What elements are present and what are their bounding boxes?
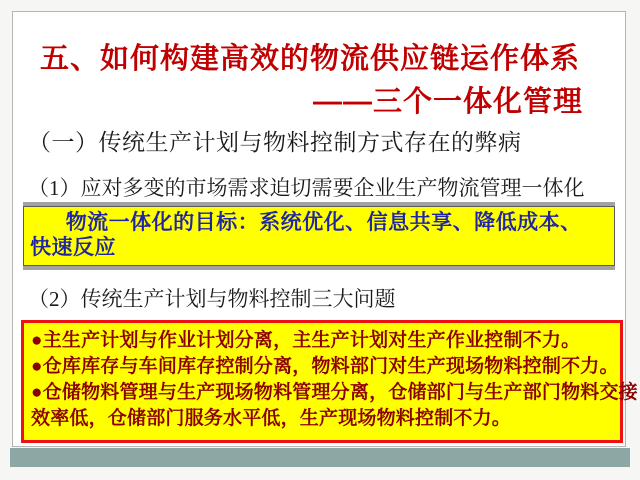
slide-canvas bbox=[12, 11, 638, 447]
point-1-text: （1）应对多变的市场需求迫切需要企业生产物流管理一体化 bbox=[28, 176, 585, 200]
logistics-goal-highlight-box bbox=[23, 206, 615, 266]
slide-title: 五、如何构建高效的物流供应链运作体系 bbox=[40, 43, 581, 75]
bottom-sage-band bbox=[10, 448, 630, 467]
three-problems-box bbox=[21, 320, 638, 443]
problem-bullet-1: ●主生产计划与作业计划分离，主生产计划对生产作业控制不力。 bbox=[31, 330, 581, 351]
problem-bullet-2: ●仓库库存与车间库存控制分离，物料部门对生产现场物料控制不力。 bbox=[31, 356, 619, 377]
problem-bullet-3-continued: 效率低，仓储部门服务水平低，生产现场物料控制不力。 bbox=[31, 408, 512, 429]
goal-box-line-1: 物流一体化的目标：系统优化、信息共享、降低成本、 bbox=[65, 210, 582, 234]
slide-subtitle: ——三个一体化管理 bbox=[312, 86, 583, 118]
problem-bullet-3: ●仓储物料管理与生产现场物料管理分离，仓储部门与生产部门物料交接 bbox=[31, 382, 638, 403]
section-heading-disadvantages: （一）传统生产计划与物料控制方式存在的弊病 bbox=[28, 130, 522, 155]
goal-box-line-2: 快速反应 bbox=[30, 235, 116, 259]
point-2-text: （2）传统生产计划与物料控制三大问题 bbox=[28, 287, 396, 311]
